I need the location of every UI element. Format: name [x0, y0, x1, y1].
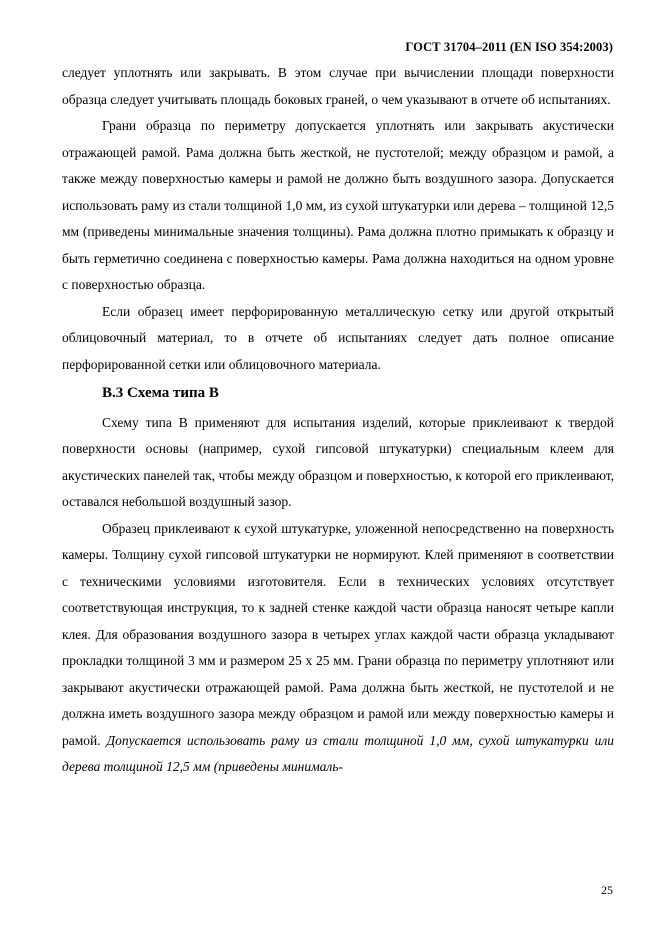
paragraph-continuation: следует уплотнять или закрывать. В этом случае при вычислении площади поверхности образца следует учитывать площадь боковых граней, о чем указывают в отчете об испытаниях.: [62, 65, 614, 107]
document-body: [62, 60, 614, 781]
paragraph-perforated-mesh: Если образец имеет перфорированную металлическую сетку или другой открытый облицовочный материал, то в отчете об испытаниях следует дать полное описание перфорированной сетки или облицовочного материала.: [62, 303, 614, 372]
paragraph-sample-gluing: [62, 516, 614, 781]
section-heading: В.3 Схема типа В: [102, 385, 219, 401]
paragraph-italic-text: Допускается использовать раму из стали толщиной 1,0 мм, сухой штукатурки или дерева толщиной 12,5 мм (приведены минималь-: [62, 732, 614, 774]
paragraph-frame-sealing: Грани образца по периметру допускается уплотнять или закрывать акустически отражающей рамой. Рама должна быть жесткой, не пустотелой; между образцом и рамой, а также между поверхностью камеры и рамой не должно быть воздушного зазора. Допускается использовать раму из стали толщиной 1,0 мм, из сухой штукатурки или дерева – толщиной 12,5 мм (приведены минимальные значения толщины). Рама должна плотно примыкать к образцу и быть герметично соединена с поверхностью камеры. Рама должна находиться на одном уровне с поверхностью образца.: [62, 118, 614, 292]
paragraph-type-b-scheme: Схему типа В применяют для испытания изделий, которые приклеивают к твердой поверхности основы (например, сухой гипсовой штукатурки) специальным клеем для акустических панелей так, чтобы между образцом и поверхностью, к которой его приклеивают, оставался небольшой воздушный зазор.: [62, 414, 614, 509]
document-header: ГОСТ 31704–2011 (EN ISO 354:2003): [405, 40, 613, 54]
page-number: 25: [601, 883, 613, 897]
paragraph-sample-gluing-text: Образец приклеивают к сухой штукатурке, уложенной непосредственно на поверхность камеры. Толщину сухой гипсовой штукатурки не нормируют. Клей применяют в соответствии с техническими условиями изготовителя. Если в технических условиях отсутствует соответствующая инструкция, то к задней стенке каждой части образца наносят четыре капли клея. Для образования воздушного зазора в четырех углах каждой части образца укладывают прокладки толщиной 3 мм и размером 25 х 25 мм. Грани образца по периметру уплотняют или закрывают акустически отражающей рамой. Рама должна быть жесткой, не пустотелой и не должна иметь воздушного зазора между образцом и рамой или между поверхностью камеры и рамой.: [62, 520, 614, 748]
